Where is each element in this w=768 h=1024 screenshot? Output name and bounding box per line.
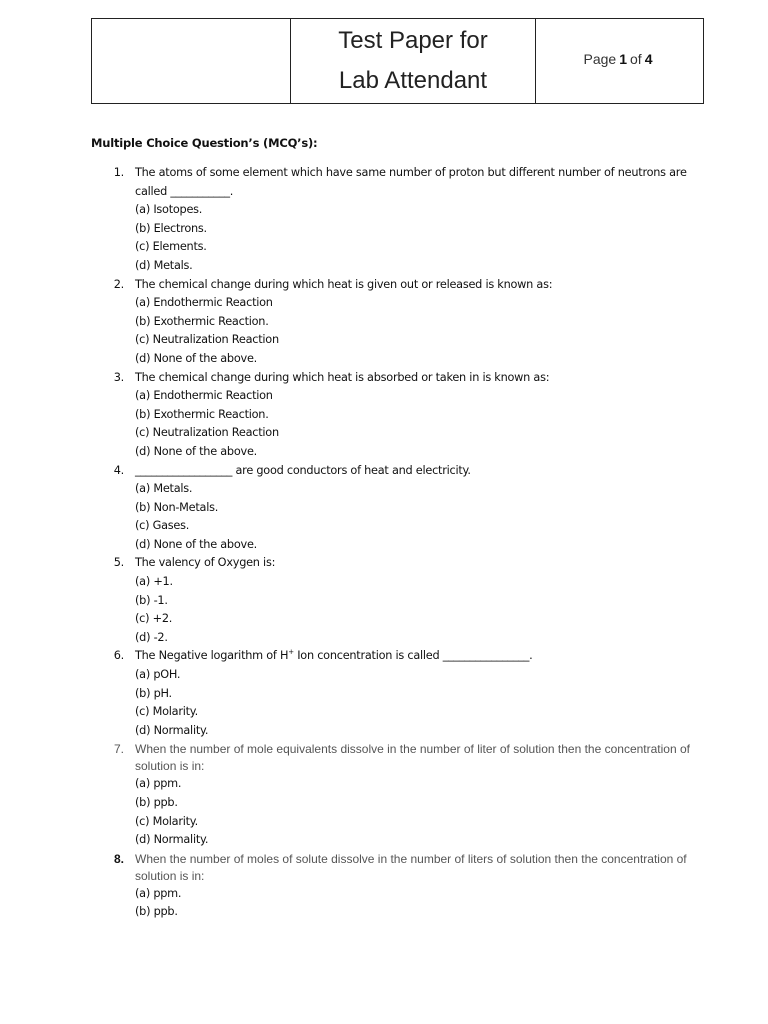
option-c: (c) Neutralization Reaction: [135, 426, 279, 440]
question-3: [0, 369, 768, 462]
option-b: (b) Non-Metals.: [135, 500, 219, 514]
question-number: 8.: [113, 851, 124, 866]
title-line-2: Lab Attendant: [338, 67, 488, 94]
page-of: of: [630, 51, 642, 67]
question-text: The chemical change during which heat is given out or released is known as:: [135, 277, 553, 291]
question-number: 4.: [113, 463, 124, 477]
title-cell: [291, 19, 536, 103]
question-text: When the number of mole equivalents dissolve in the number of liter of solution then the concentration of solution is in:: [135, 742, 690, 774]
option-b: (b) pH.: [135, 686, 172, 700]
option-d: (d) Metals.: [135, 258, 193, 272]
title-line-1: Test Paper for: [338, 27, 488, 54]
option-a: (a) +1.: [135, 575, 173, 589]
question-number: 7.: [113, 742, 124, 757]
question-text: The chemical change during which heat is absorbed or taken in is known as:: [135, 370, 550, 384]
question-text: The atoms of some element which have same number of proton but different number of neutrons are called ___________.: [135, 166, 687, 198]
page-number-cell: [536, 19, 703, 103]
superscript-plus: +: [288, 648, 294, 657]
option-c: (c) +2.: [135, 612, 173, 626]
page-prefix: Page: [583, 51, 617, 67]
question-8: [0, 851, 768, 922]
option-d: (d) None of the above.: [135, 351, 257, 365]
option-c: (c) Gases.: [135, 519, 190, 533]
option-a: (a) ppm.: [135, 886, 182, 900]
option-d: (d) Normality.: [135, 833, 209, 847]
question-text: __________________ are good conductors of heat and electricity.: [135, 463, 471, 477]
option-b: (b) Exothermic Reaction.: [135, 407, 269, 421]
question-7: [0, 741, 768, 849]
option-b: (b) ppb.: [135, 905, 178, 919]
option-b: (b) Electrons.: [135, 221, 207, 235]
option-c: (c) Molarity.: [135, 814, 198, 828]
question-number: 1.: [113, 166, 124, 179]
question-text-after: Ion concentration is called ________________.: [293, 649, 533, 663]
header-table: [91, 18, 704, 104]
option-a: (a) Endothermic Reaction: [135, 389, 273, 403]
question-5: [0, 554, 768, 647]
option-c: (c) Elements.: [135, 240, 207, 254]
question-text: When the number of moles of solute dissolve in the number of liters of solution then the concentration of solution is in:: [135, 851, 687, 883]
page-total: 4: [644, 51, 653, 67]
question-number: 5.: [113, 556, 124, 570]
question-list: [0, 164, 768, 922]
option-b: (b) ppb.: [135, 796, 178, 809]
option-a: (a) ppm.: [135, 777, 182, 791]
question-4: [0, 462, 768, 555]
question-2: [0, 276, 768, 369]
question-text: The valency of Oxygen is:: [135, 556, 276, 570]
option-b: (b) Exothermic Reaction.: [135, 314, 269, 328]
question-1: [0, 164, 768, 276]
question-text: [135, 647, 695, 666]
option-d: (d) None of the above.: [135, 444, 257, 458]
option-d: (d) None of the above.: [135, 537, 257, 551]
question-number: 2.: [113, 277, 124, 291]
logo-cell: [92, 19, 291, 103]
page-current: 1: [619, 51, 627, 67]
option-c: (c) Molarity.: [135, 705, 198, 719]
option-a: (a) Metals.: [135, 482, 193, 496]
option-a: (a) Isotopes.: [135, 203, 203, 217]
question-number: 3.: [113, 370, 124, 384]
question-text-before: The Negative logarithm of H: [135, 649, 289, 663]
option-d: (d) Normality.: [135, 723, 209, 737]
option-c: (c) Neutralization Reaction: [135, 333, 279, 347]
section-heading: Multiple Choice Question’s (MCQ’s):: [91, 136, 318, 150]
question-number: 6.: [113, 649, 124, 663]
option-a: (a) pOH.: [135, 668, 181, 682]
question-6: [0, 647, 768, 740]
option-a: (a) Endothermic Reaction: [135, 296, 273, 310]
option-b: (b) -1.: [135, 593, 168, 607]
option-d: (d) -2.: [135, 630, 168, 644]
